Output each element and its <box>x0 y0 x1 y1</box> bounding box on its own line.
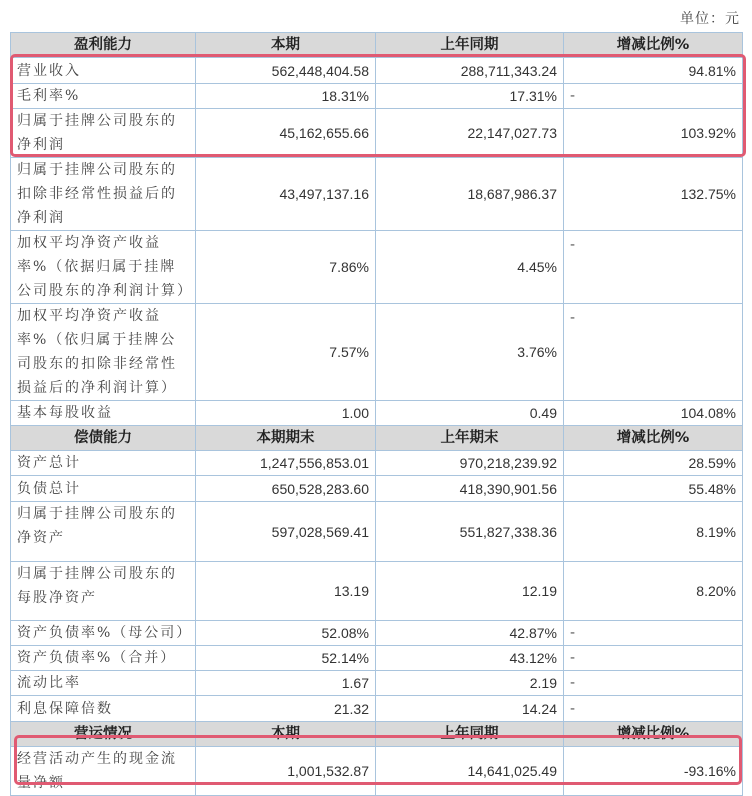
table-row <box>11 646 743 671</box>
header-cell: 营运情况 <box>11 722 196 747</box>
header-cell: 本期 <box>196 722 376 747</box>
row-label: 基本每股收益 <box>11 401 196 426</box>
row-label: 毛利率% <box>11 84 196 109</box>
prior-value: 17.31% <box>376 84 564 109</box>
header-cell: 本期 <box>196 33 376 58</box>
change-value: 8.20% <box>564 562 743 621</box>
table-row <box>11 451 743 476</box>
prior-value: 288,711,343.24 <box>376 58 564 84</box>
row-label: 归属于挂牌公司股东的扣除非经常性损益后的净利润 <box>11 158 196 231</box>
current-value: 1.67 <box>196 671 376 696</box>
prior-value: 418,390,901.56 <box>376 476 564 502</box>
table-row <box>11 562 743 621</box>
section-header-profitability <box>11 33 743 58</box>
prior-value: 0.49 <box>376 401 564 426</box>
change-value: - <box>564 84 743 109</box>
table-row <box>11 621 743 646</box>
change-value: 132.75% <box>564 158 743 231</box>
table-row <box>11 231 743 304</box>
table-row <box>11 502 743 562</box>
prior-value: 22,147,027.73 <box>376 109 564 158</box>
prior-value: 43.12% <box>376 646 564 671</box>
current-value: 562,448,404.58 <box>196 58 376 84</box>
current-value: 7.86% <box>196 231 376 304</box>
row-label: 流动比率 <box>11 671 196 696</box>
current-value: 52.14% <box>196 646 376 671</box>
header-cell: 盈利能力 <box>11 33 196 58</box>
prior-value: 4.45% <box>376 231 564 304</box>
table-row <box>11 109 743 158</box>
current-value: 1.00 <box>196 401 376 426</box>
prior-value: 551,827,338.36 <box>376 502 564 562</box>
header-cell: 偿债能力 <box>11 426 196 451</box>
change-value: - <box>564 231 743 304</box>
prior-value: 970,218,239.92 <box>376 451 564 476</box>
current-value: 7.57% <box>196 304 376 401</box>
table-row <box>11 304 743 401</box>
row-label: 经营活动产生的现金流量净额 <box>11 747 196 796</box>
table-row <box>11 158 743 231</box>
row-label: 资产负债率%（母公司） <box>11 621 196 646</box>
header-cell: 增减比例% <box>564 722 743 747</box>
change-value: 28.59% <box>564 451 743 476</box>
current-value: 650,528,283.60 <box>196 476 376 502</box>
row-label: 营业收入 <box>11 58 196 84</box>
row-label: 利息保障倍数 <box>11 696 196 722</box>
current-value: 18.31% <box>196 84 376 109</box>
table-row <box>11 84 743 109</box>
change-value: - <box>564 621 743 646</box>
change-value: - <box>564 304 743 401</box>
change-value: 104.08% <box>564 401 743 426</box>
unit-label: 单位：元 <box>680 11 740 27</box>
prior-value: 2.19 <box>376 671 564 696</box>
header-cell: 上年同期 <box>376 33 564 58</box>
current-value: 597,028,569.41 <box>196 502 376 562</box>
prior-value: 12.19 <box>376 562 564 621</box>
table-row <box>11 401 743 426</box>
table-row <box>11 696 743 722</box>
change-value: 94.81% <box>564 58 743 84</box>
prior-value: 14,641,025.49 <box>376 747 564 796</box>
header-cell: 上年同期 <box>376 722 564 747</box>
current-value: 1,001,532.87 <box>196 747 376 796</box>
prior-value: 14.24 <box>376 696 564 722</box>
change-value: - <box>564 671 743 696</box>
row-label: 归属于挂牌公司股东的净利润 <box>11 109 196 158</box>
change-value: 8.19% <box>564 502 743 562</box>
current-value: 1,247,556,853.01 <box>196 451 376 476</box>
prior-value: 42.87% <box>376 621 564 646</box>
current-value: 43,497,137.16 <box>196 158 376 231</box>
row-label: 资产总计 <box>11 451 196 476</box>
row-label: 加权平均净资产收益率%（依归属于挂牌公司股东的扣除非经常性损益后的净利润计算） <box>11 304 196 401</box>
row-label: 负债总计 <box>11 476 196 502</box>
change-value: 103.92% <box>564 109 743 158</box>
current-value: 21.32 <box>196 696 376 722</box>
header-cell: 增减比例% <box>564 33 743 58</box>
row-label: 加权平均净资产收益率%（依据归属于挂牌公司股东的净利润计算） <box>11 231 196 304</box>
prior-value: 18,687,986.37 <box>376 158 564 231</box>
row-label: 归属于挂牌公司股东的每股净资产 <box>11 562 196 621</box>
table-row <box>11 476 743 502</box>
change-value: 55.48% <box>564 476 743 502</box>
current-value: 13.19 <box>196 562 376 621</box>
row-label: 资产负债率%（合并） <box>11 646 196 671</box>
section-header-operations <box>11 722 743 747</box>
change-value: -93.16% <box>564 747 743 796</box>
prior-value: 3.76% <box>376 304 564 401</box>
table-row <box>11 747 743 796</box>
change-value: - <box>564 646 743 671</box>
header-cell: 上年期末 <box>376 426 564 451</box>
row-label: 归属于挂牌公司股东的净资产 <box>11 502 196 562</box>
table-row <box>11 58 743 84</box>
header-cell: 本期期末 <box>196 426 376 451</box>
financial-summary-table <box>10 32 743 796</box>
header-cell: 增减比例% <box>564 426 743 451</box>
table-row <box>11 671 743 696</box>
current-value: 52.08% <box>196 621 376 646</box>
current-value: 45,162,655.66 <box>196 109 376 158</box>
section-header-solvency <box>11 426 743 451</box>
change-value: - <box>564 696 743 722</box>
